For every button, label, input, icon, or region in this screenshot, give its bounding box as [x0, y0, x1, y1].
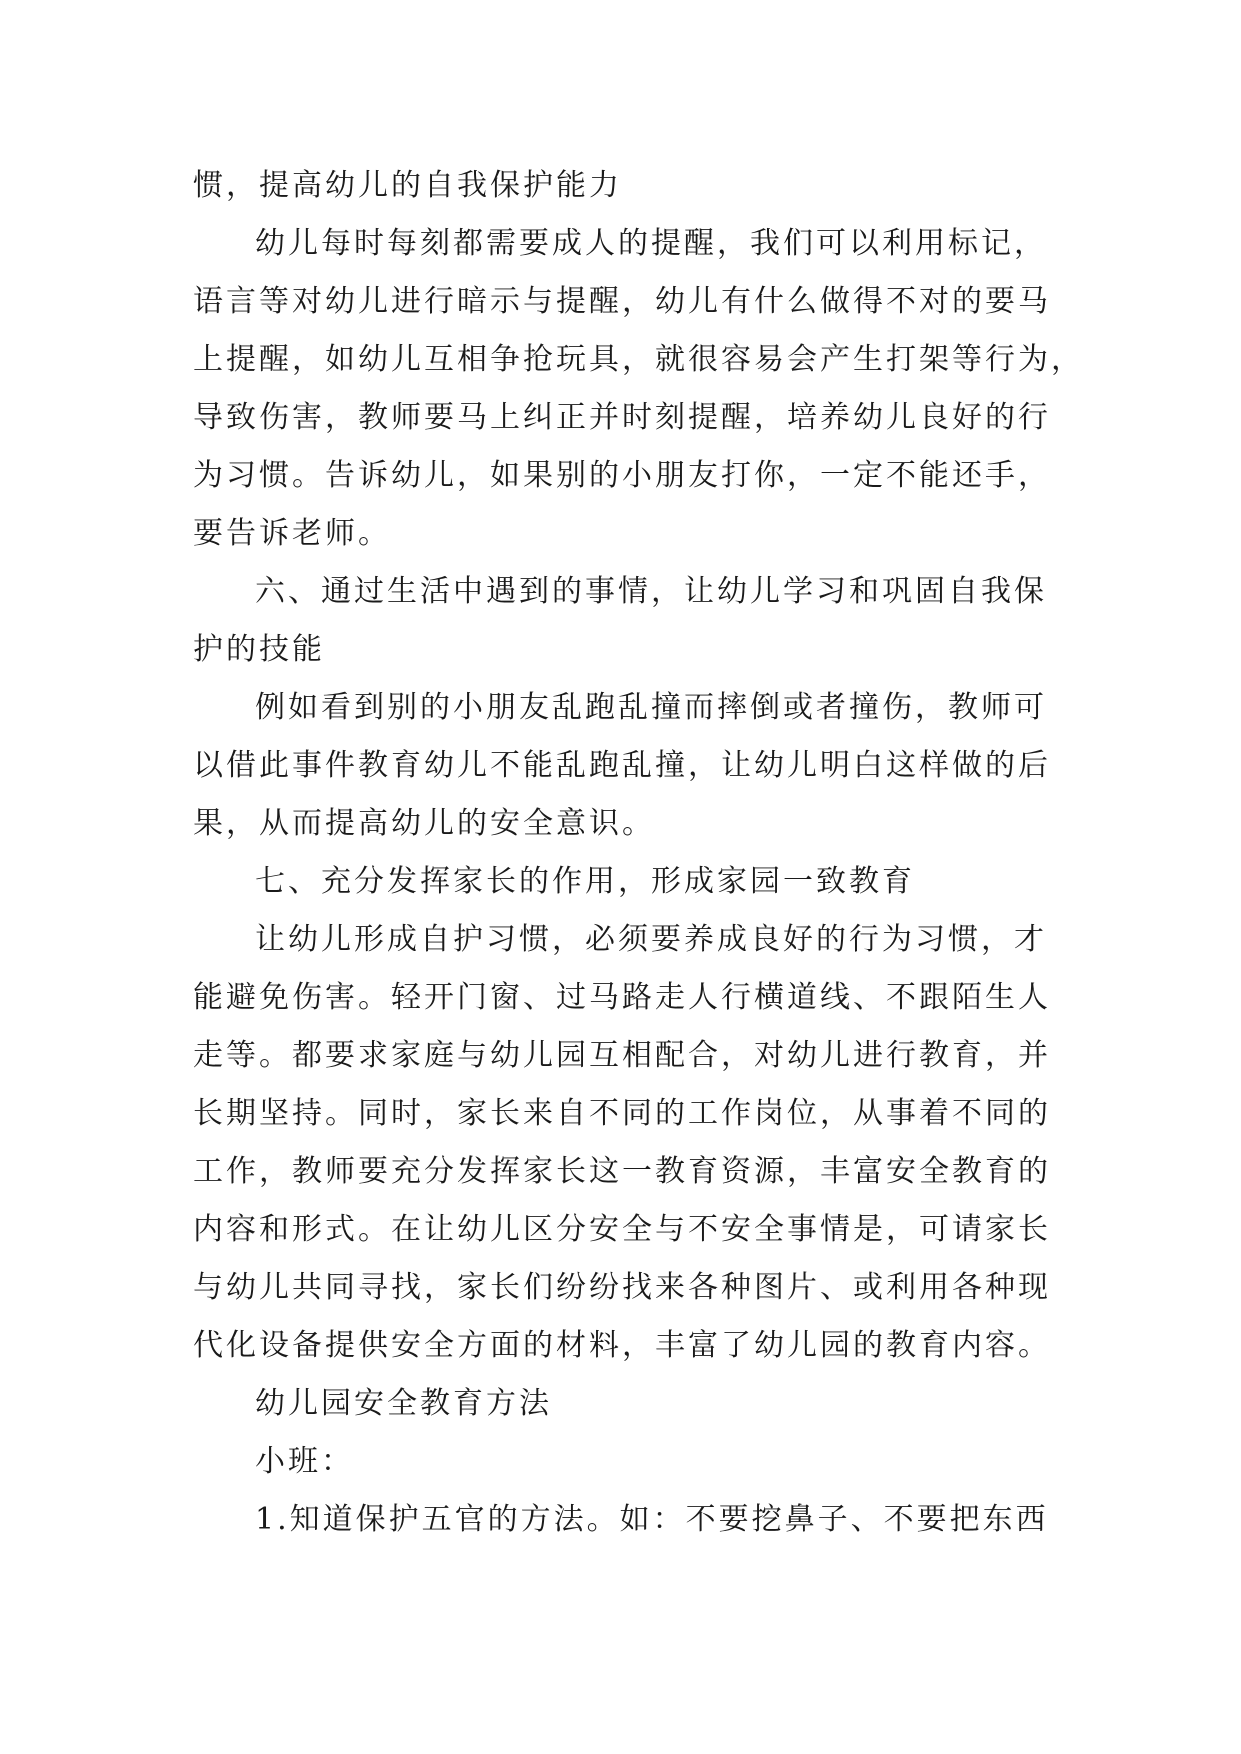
- text-line: 要告诉老师。: [193, 516, 391, 551]
- list-item: 1.知道保护五官的方法。如：不要挖鼻子、不要把东西: [255, 1502, 1049, 1537]
- text-line: 果，从而提高幼儿的安全意识。: [193, 806, 655, 841]
- text-line: 导致伤害，教师要马上纠正并时刻提醒，培养幼儿良好的行: [193, 400, 1051, 435]
- text-line: 代化设备提供安全方面的材料，丰富了幼儿园的教育内容。: [193, 1328, 1051, 1363]
- text-line: 能避免伤害。轻开门窗、过马路走人行横道线、不跟陌生人: [193, 980, 1051, 1015]
- paragraph-start: 让幼儿形成自护习惯，必须要养成良好的行为习惯，才: [255, 922, 1047, 957]
- section-heading-cont: 护的技能: [193, 632, 325, 667]
- text-line: 内容和形式。在让幼儿区分安全与不安全事情是，可请家长: [193, 1212, 1051, 1247]
- paragraph-start: 幼儿每时每刻都需要成人的提醒，我们可以利用标记，: [255, 226, 1047, 261]
- section-heading: 六、通过生活中遇到的事情，让幼儿学习和巩固自我保: [255, 574, 1047, 609]
- text-line: 语言等对幼儿进行暗示与提醒，幼儿有什么做得不对的要马: [193, 284, 1051, 319]
- text-line: 工作，教师要充分发挥家长这一教育资源，丰富安全教育的: [193, 1154, 1051, 1189]
- text-line: 长期坚持。同时，家长来自不同的工作岗位，从事着不同的: [193, 1096, 1051, 1131]
- text-line: 惯，提高幼儿的自我保护能力: [193, 168, 622, 203]
- text-line: 上提醒，如幼儿互相争抢玩具，就很容易会产生打架等行为，: [193, 342, 1084, 377]
- section-heading: 七、充分发挥家长的作用，形成家园一致教育: [255, 864, 915, 899]
- text-line: 以借此事件教育幼儿不能乱跑乱撞，让幼儿明白这样做的后: [193, 748, 1051, 783]
- text-line: 走等。都要求家庭与幼儿园互相配合，对幼儿进行教育，并: [193, 1038, 1051, 1073]
- paragraph-start: 例如看到别的小朋友乱跑乱撞而摔倒或者撞伤，教师可: [255, 690, 1047, 725]
- class-heading: 小班：: [255, 1444, 354, 1479]
- text-line: 为习惯。告诉幼儿，如果别的小朋友打你，一定不能还手，: [193, 458, 1051, 493]
- text-line: 与幼儿共同寻找，家长们纷纷找来各种图片、或利用各种现: [193, 1270, 1051, 1305]
- subtitle: 幼儿园安全教育方法: [255, 1386, 552, 1421]
